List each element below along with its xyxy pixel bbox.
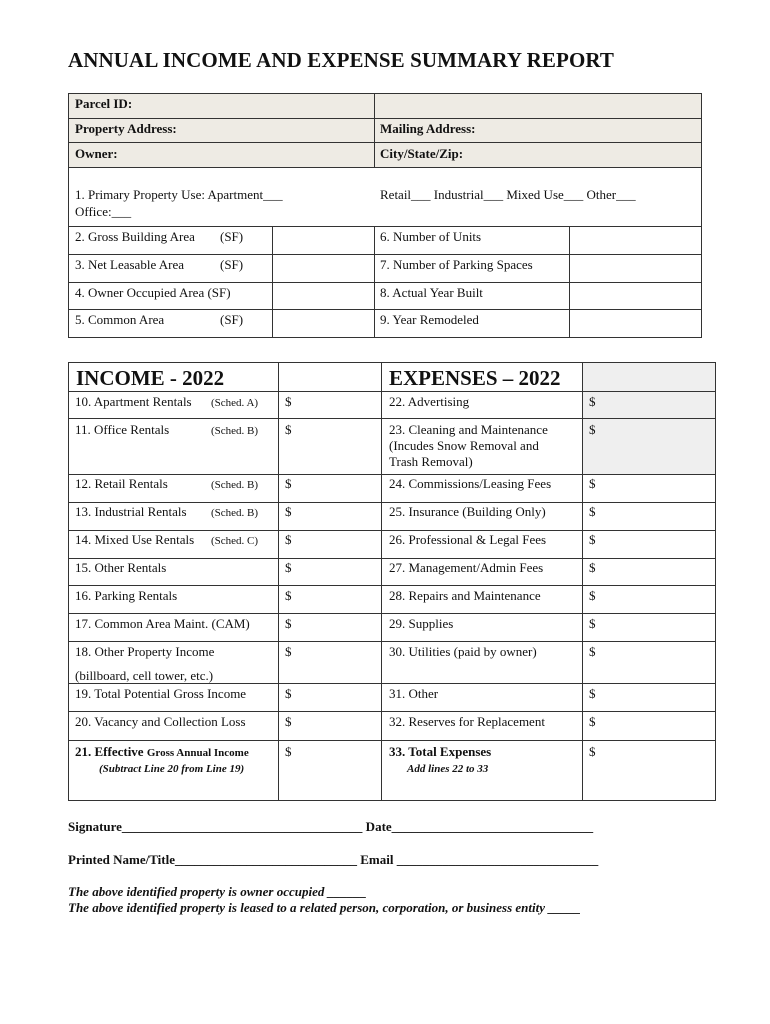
expense-row-dollar: $ bbox=[589, 560, 596, 575]
mailing-address-label: Mailing Address: bbox=[380, 121, 476, 136]
gross-building-area-unit: (SF) bbox=[220, 229, 244, 244]
effective-gross-subtext: (Subtract Line 20 from Line 19) bbox=[99, 763, 245, 775]
expense-row-dollar: $ bbox=[589, 686, 596, 701]
income-row-dollar: $ bbox=[285, 560, 292, 575]
income-row-label: 20. Vacancy and Collection Loss bbox=[75, 714, 246, 729]
income-row-label: 19. Total Potential Gross Income bbox=[75, 686, 247, 701]
expense-row-dollar: $ bbox=[589, 476, 596, 491]
effective-gross-label bbox=[75, 744, 249, 761]
income-row-dollar: $ bbox=[285, 714, 292, 729]
income-row-sched: (Sched. B) bbox=[211, 507, 259, 519]
page-title: ANNUAL INCOME AND EXPENSE SUMMARY REPORT bbox=[68, 48, 615, 72]
income-row-dollar: $ bbox=[285, 504, 292, 519]
owner-occupied-statement: The above identified property is owner occupied ______ bbox=[68, 884, 367, 899]
income-row-label: 12. Retail Rentals bbox=[75, 476, 168, 491]
year-remodeled-label: 9. Year Remodeled bbox=[380, 312, 479, 327]
expense-row-label: 32. Reserves for Replacement bbox=[389, 714, 545, 729]
expense-row-subtext: Trash Removal) bbox=[389, 454, 473, 469]
income-row-dollar: $ bbox=[285, 476, 292, 491]
income-row-dollar: $ bbox=[285, 532, 292, 547]
property-address-label: Property Address: bbox=[75, 121, 177, 136]
income-row-label: 10. Apartment Rentals bbox=[75, 394, 192, 409]
expense-row-label: 23. Cleaning and Maintenance bbox=[389, 422, 548, 437]
total-expenses-subtext: Add lines 22 to 33 bbox=[407, 763, 489, 775]
number-of-units-label: 6. Number of Units bbox=[380, 229, 482, 244]
parking-spaces-label: 7. Number of Parking Spaces bbox=[380, 257, 533, 272]
income-row-sched: (Sched. A) bbox=[211, 397, 259, 409]
expense-row-label: 28. Repairs and Maintenance bbox=[389, 588, 541, 603]
expense-row-label: 29. Supplies bbox=[389, 616, 454, 631]
expense-row-label: 24. Commissions/Leasing Fees bbox=[389, 476, 552, 491]
gross-building-area-label: 2. Gross Building Area bbox=[75, 229, 195, 244]
income-row-dollar: $ bbox=[285, 394, 292, 409]
income-row-sched: (Sched. B) bbox=[211, 479, 259, 491]
expenses-header: EXPENSES – 2022 bbox=[389, 366, 561, 390]
expense-row-subtext: (Incudes Snow Removal and bbox=[389, 438, 539, 453]
primary-use-options: Retail___ Industrial___ Mixed Use___ Other___ bbox=[380, 187, 636, 202]
income-row-label: 13. Industrial Rentals bbox=[75, 504, 187, 519]
expense-row-dollar: $ bbox=[589, 504, 596, 519]
primary-use-line-2: Office:___ bbox=[75, 204, 132, 219]
income-row-dollar: $ bbox=[285, 616, 292, 631]
owner-label: Owner: bbox=[75, 146, 118, 161]
income-row-label: 17. Common Area Maint. (CAM) bbox=[75, 616, 250, 631]
expense-row-label: 26. Professional & Legal Fees bbox=[389, 532, 547, 547]
expense-row-dollar: $ bbox=[589, 588, 596, 603]
expense-row-dollar: $ bbox=[589, 532, 596, 547]
net-leasable-area-unit: (SF) bbox=[220, 257, 244, 272]
net-leasable-area-label: 3. Net Leasable Area bbox=[75, 257, 185, 272]
signature-date-line: Signature_____________________________________ Date_______________________________ bbox=[68, 819, 594, 834]
income-row-sched: (Sched. C) bbox=[211, 535, 259, 547]
expense-row-label: 30. Utilities (paid by owner) bbox=[389, 644, 537, 659]
income-row-dollar: $ bbox=[285, 644, 292, 659]
leased-statement: The above identified property is leased to a related person, corporation, or business entity _____ bbox=[68, 900, 581, 915]
income-row-label: 18. Other Property Income bbox=[75, 644, 215, 659]
primary-use-line-1: 1. Primary Property Use: Apartment___ bbox=[75, 187, 283, 202]
common-area-unit: (SF) bbox=[220, 312, 244, 327]
expense-row-label: 22. Advertising bbox=[389, 394, 470, 409]
effective-gross-label-b: Gross Annual Income bbox=[146, 747, 249, 759]
income-header: INCOME - 2022 bbox=[76, 366, 225, 390]
expense-row-dollar: $ bbox=[589, 744, 596, 759]
common-area-label: 5. Common Area bbox=[75, 312, 165, 327]
income-row-dollar: $ bbox=[285, 744, 292, 759]
expense-row-dollar: $ bbox=[589, 616, 596, 631]
year-built-label: 8. Actual Year Built bbox=[380, 285, 483, 300]
income-row-label: 11. Office Rentals bbox=[75, 422, 170, 437]
effective-gross-label-a: 21. Effective bbox=[75, 744, 144, 759]
owner-occupied-area-label: 4. Owner Occupied Area (SF) bbox=[75, 285, 231, 300]
expense-row-dollar: $ bbox=[589, 394, 596, 409]
expense-row-label: 27. Management/Admin Fees bbox=[389, 560, 544, 575]
income-row-label: 15. Other Rentals bbox=[75, 560, 167, 575]
total-expenses-label: 33. Total Expenses bbox=[389, 744, 492, 759]
expense-row-dollar: $ bbox=[589, 644, 596, 659]
income-row-dollar: $ bbox=[285, 588, 292, 603]
expense-row-label: 25. Insurance (Building Only) bbox=[389, 504, 546, 519]
income-row-subtext: (billboard, cell tower, etc.) bbox=[75, 668, 214, 683]
parcel-id-label: Parcel ID: bbox=[75, 96, 133, 111]
expense-row-dollar: $ bbox=[589, 422, 596, 437]
income-row-label: 14. Mixed Use Rentals bbox=[75, 532, 195, 547]
printed-name-email-line: Printed Name/Title____________________________ Email _______________________________ bbox=[68, 852, 599, 867]
expense-row-label: 31. Other bbox=[389, 686, 439, 701]
city-state-zip-label: City/State/Zip: bbox=[380, 146, 464, 161]
income-row-dollar: $ bbox=[285, 686, 292, 701]
income-row-sched: (Sched. B) bbox=[211, 425, 259, 437]
income-row-label: 16. Parking Rentals bbox=[75, 588, 178, 603]
income-row-dollar: $ bbox=[285, 422, 292, 437]
expense-row-dollar: $ bbox=[589, 714, 596, 729]
